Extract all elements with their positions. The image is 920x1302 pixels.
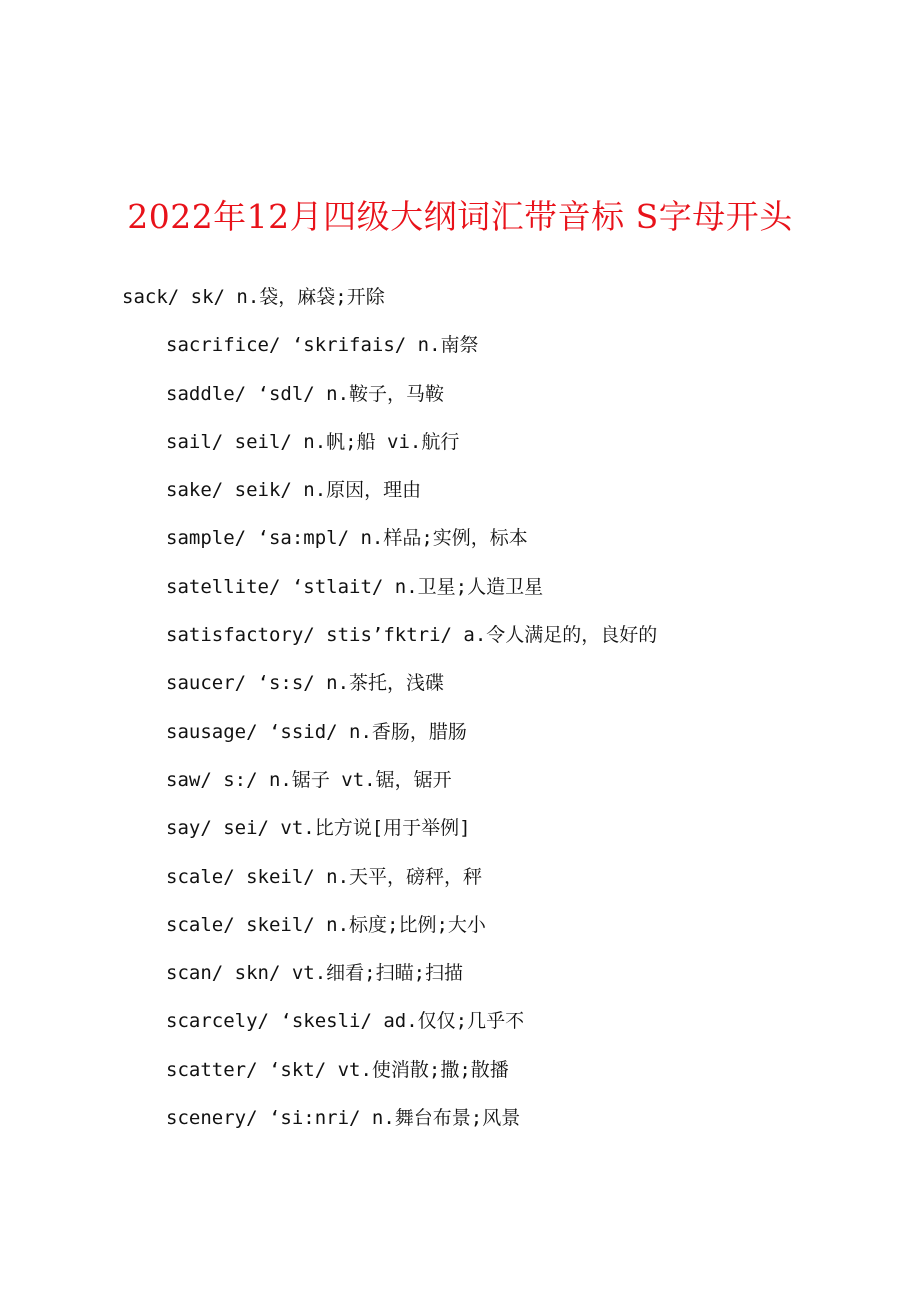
vocabulary-entry: sake/ seik/ n.原因，理由 xyxy=(166,479,422,502)
vocabulary-entry: scale/ skeil/ n.天平，磅秤，秤 xyxy=(166,865,483,888)
vocabulary-entry: satisfactory/ stis’fktri/ a.令人满足的，良好的 xyxy=(166,624,658,647)
vocabulary-entry: sample/ ‘sa:mpl/ n.样品;实例，标本 xyxy=(166,527,528,550)
vocabulary-entry: sail/ seil/ n.帆;船 vi.航行 xyxy=(166,430,460,453)
vocabulary-entry: saddle/ ‘sdl/ n.鞍子，马鞍 xyxy=(166,382,445,405)
vocabulary-entry: saucer/ ‘s:s/ n.茶托，浅碟 xyxy=(166,672,445,695)
vocabulary-entry: say/ sei/ vt.比方说[用于举例] xyxy=(166,817,471,840)
vocabulary-entry: scale/ skeil/ n.标度;比例;大小 xyxy=(166,913,486,936)
vocabulary-entry: sacrifice/ ‘skrifais/ n.南祭 xyxy=(166,334,479,357)
vocabulary-entry: satellite/ ‘stlait/ n.卫星;人造卫星 xyxy=(166,575,544,598)
vocabulary-list xyxy=(0,282,920,1151)
document-title: 2022年12月四级大纲词汇带音标 S字母开头 xyxy=(127,197,793,236)
vocabulary-entry: sack/ sk/ n.袋，麻袋;开除 xyxy=(122,286,385,308)
vocabulary-entry: saw/ s:/ n.锯子 vt.锯，锯开 xyxy=(166,768,452,791)
vocabulary-entry: scatter/ ‘skt/ vt.使消散;撒;散播 xyxy=(166,1058,509,1081)
vocabulary-entry: scarcely/ ‘skesli/ ad.仅仅;几乎不 xyxy=(166,1010,525,1033)
vocabulary-entry: sausage/ ‘ssid/ n.香肠，腊肠 xyxy=(166,720,467,743)
vocabulary-entry: scenery/ ‘si:nri/ n.舞台布景;风景 xyxy=(166,1107,521,1130)
vocabulary-entry: scan/ skn/ vt.细看;扫瞄;扫描 xyxy=(166,962,464,985)
